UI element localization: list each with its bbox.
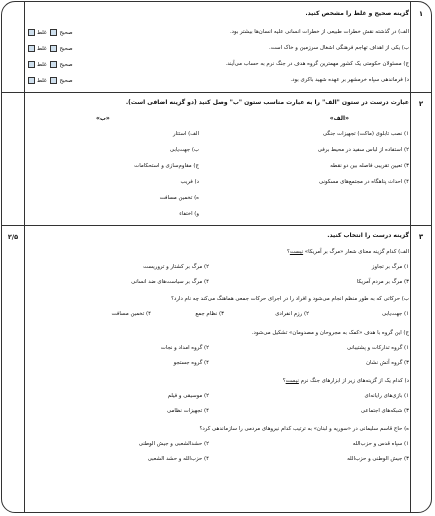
false-label: غلط (37, 46, 47, 52)
mcq-question-b: ب) حرکاتی که به طور منظم انجام می‌شود و افراد را در اجرای حرکات جمعی هماهنگ می‌کند چه نام دارد؟ (171, 296, 409, 302)
false-label: غلط (37, 30, 47, 36)
mcq-option[interactable]: ۱) جهت‌یابی (382, 311, 409, 317)
true-checkbox[interactable] (50, 29, 57, 36)
true-label: صحیح (59, 30, 73, 36)
match-item-a2: ۲) استفاده از لباس سفید در محیط برفی (317, 147, 409, 153)
match-item-a1: ۱) نصب تابلوی (ماکت) تجهیزات جنگی (322, 131, 409, 137)
false-checkbox[interactable] (28, 61, 35, 68)
mcq-option[interactable]: ۴) حزب‌الله و حشد الشعبی (147, 456, 209, 462)
mcq-option[interactable]: ۳) شبکه‌های اجتماعی (360, 408, 409, 414)
question-number: ۳ (418, 233, 424, 241)
match-item-b5: ه) تخمین مسافت (159, 195, 199, 201)
match-item-a3: ۳) تعیین تقریبی فاصله بین دو نقطه (330, 163, 409, 169)
false-checkbox[interactable] (28, 29, 35, 36)
statement-1: الف) در گذشته نقش خطرات طبیعی از خطرات انسانی علیه انسان‌ها بیشتر بود. (229, 29, 409, 35)
mcq-option[interactable]: ۲) مرگ بر کشتار و تروریست (143, 264, 209, 270)
column-a-title: «الف» (329, 115, 349, 122)
question-heading: گزینه درست را انتخاب کنید. (327, 232, 409, 239)
true-label: صحیح (59, 62, 73, 68)
question-heading: گزینه صحیح و غلط را مشخص کنید. (305, 10, 409, 17)
true-false-options-2 (26, 45, 73, 53)
row-divider-2 (2, 225, 431, 226)
true-checkbox[interactable] (50, 61, 57, 68)
mcq-option[interactable]: ۴) تجهیزات نظامی (166, 408, 209, 414)
exam-frame (1, 1, 432, 513)
row-divider-1 (2, 92, 431, 93)
question-number: ۱ (418, 10, 424, 18)
true-false-options-3 (26, 61, 73, 69)
question-score: ۲/۵ (7, 233, 19, 241)
statement-2: ب) یکی از اهداف تهاجم فرهنگی اشغال سرزمین و خاک است. (269, 45, 409, 51)
match-item-b3: ج) مقاوم‌سازی و استحکامات (134, 163, 199, 169)
match-item-b6: و) اختفاء (179, 211, 199, 217)
mcq-option[interactable]: ۳) گروه آتش نشان (366, 360, 409, 366)
question-text: د) کدام یک از گزینه‌های زیر از ابزارهای جنگ نرم (298, 378, 409, 384)
false-label: غلط (37, 78, 47, 84)
question-text: الف) کدام گزینه معنای شعار «مرگ بر آمریکا» (303, 249, 409, 255)
match-item-a4: ۴) احداث پناهگاه در مجتمع‌های مسکونی (318, 179, 409, 185)
mcq-option[interactable]: ۲) گروه امداد و نجات (160, 345, 209, 351)
question-3 (26, 230, 409, 512)
match-item-b1: الف) استتار (172, 131, 199, 137)
mcq-option[interactable]: ۱) سپاه قدس و حزب‌الله (352, 441, 409, 447)
mcq-option[interactable]: ۲) حشدالشعبی و جیش الوطنی (138, 441, 209, 447)
mcq-option[interactable]: ۳) نظام جمع (195, 311, 224, 317)
mcq-option[interactable]: ۴) تخمین مسافت (111, 311, 151, 317)
question-1 (26, 8, 409, 92)
mcq-option[interactable]: ۱) مرگ بر تجاوز (371, 264, 409, 270)
match-item-b2: ب) جهت‌یابی (169, 147, 199, 153)
question-heading: عبارت درست در ستون "الف" را به عبارت مناسب ستون "ب" وصل کنید (دو گزینه اضافی است). (125, 99, 409, 106)
false-checkbox[interactable] (28, 45, 35, 52)
question-emphasis: نیست (289, 249, 304, 255)
mcq-option[interactable]: ۴) گروه جستجو (173, 360, 209, 366)
mcq-option[interactable]: ۲) رزم انفرادی (275, 311, 309, 317)
mcq-question-c: ج) این گروه با هدف «کمک به مجروحان و مصدومان» تشکیل می‌شود. (251, 330, 409, 336)
column-b-title: «ب» (96, 115, 110, 122)
score-column-divider (24, 2, 25, 512)
mcq-question-a (287, 249, 409, 256)
mcq-option[interactable]: ۳) جیش الوطنی و حزب‌الله (347, 456, 409, 462)
true-false-options-4 (26, 77, 73, 85)
question-number: ۲ (418, 100, 424, 108)
statement-3: ج) مسئولان حکومتی یک کشور مهمترین گروه هدف در جنگ نرم به حساب می‌آیند. (225, 61, 409, 67)
match-item-b4: د) فریب (180, 179, 199, 185)
mcq-option[interactable]: ۱) بازی‌های رایانه‌ای (364, 393, 409, 399)
statement-4: د) فرماندهی سپاه خرمشهر بر عهده شهید باکری بود. (290, 77, 409, 83)
true-label: صحیح (59, 46, 73, 52)
question-2 (26, 97, 409, 223)
mcq-option[interactable]: ۳) مرگ بر مردم آمریکا (356, 279, 409, 285)
false-label: غلط (37, 62, 47, 68)
mcq-question-d (283, 378, 409, 385)
question-mark: ؟ (286, 249, 290, 255)
number-column-divider (410, 2, 411, 512)
true-checkbox[interactable] (50, 77, 57, 84)
false-checkbox[interactable] (28, 77, 35, 84)
mcq-option[interactable]: ۴) مرگ بر سیاست‌های ضد انسانی (131, 279, 209, 285)
mcq-option[interactable]: ۲) موسیقی و فیلم (167, 393, 209, 399)
question-mark: ؟ (282, 378, 286, 384)
mcq-option[interactable]: ۱) گروه تدارکات و پشتیبانی (347, 345, 409, 351)
true-label: صحیح (59, 78, 73, 84)
true-checkbox[interactable] (50, 45, 57, 52)
question-emphasis: نیست (285, 378, 299, 384)
mcq-question-e: ه) حاج قاسم سلیمانی در «سوریه و لبنان» به ترتیب کدام نیروهای مردمی را سازماندهی کرد؟ (199, 426, 409, 432)
true-false-options-1 (26, 29, 73, 37)
